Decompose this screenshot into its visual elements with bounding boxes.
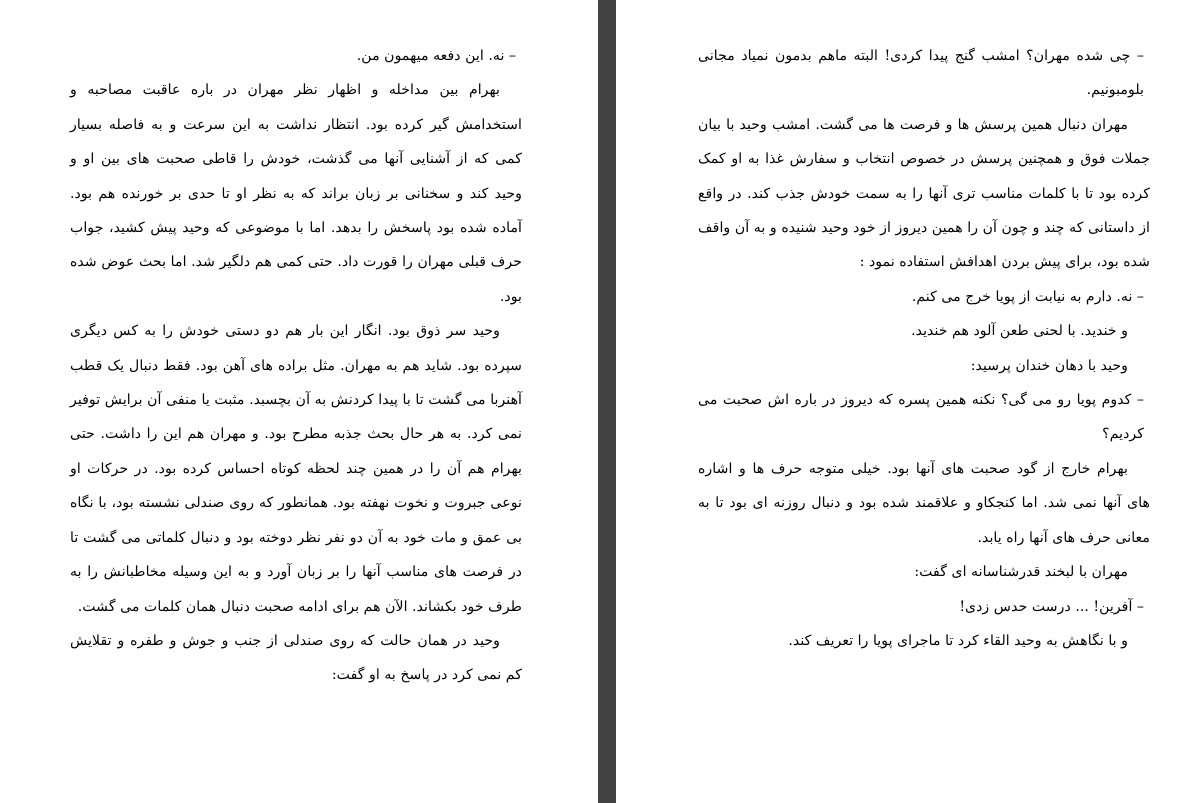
paragraph: بهرام خارج از گود صحبت های آنها بود. خیلی متوجه حرف ها و اشاره های آنها نمی شد. اما کنجکاو و علاقمند شده بود و دنبال روزنه ای بود تا به معانی حرف های آنها راه یابد.	[698, 460, 1150, 546]
paragraph: وحید با دهان خندان پرسید:	[970, 357, 1128, 374]
paragraph: وحید سر ذوق بود. انگار این بار هم دو دستی خودش را به کس دیگری سپرده بود. شاید هم به مهران. مثل براده های آهن بود. فقط دنبال یک قطب آهنربا می گشت تا با پیدا کردنش به آن بچسبد. مثبت یا منفی آن برایش توفیر نمی کرد. به هر حال بحث جذبه مطرح بود. و مهران هم این را داشت. حتی بهرام هم آن را در همین چند لحظه کوتاه احساس کرده بود. در حرکات او نوعی جبروت و نخوت نهفته بود. همانطور که روی صندلی نشسته بود، با نگاه بی عمق و مات خود به آن دو نفر نظر دوخته بود و دنبال کلماتی می گشت تا در فرصت های مناسب آنها را بر زبان آورد و به این وسیله مخاطبانش را به طرف خود بکشاند. الآن هم برای ادامه صحبت دنبال همان کلمات می گشت.	[70, 323, 522, 615]
paragraph: مهران با لبخند قدرشناسانه ای گفت:	[914, 564, 1128, 581]
paragraph: بهرام بین مداخله و اظهار نظر مهران در باره عاقبت مصاحبه و استخدامش گیر کرده بود. انتظار نداشت به این سرعت و به فاصله بسیار کمی که از آشنایی آنها می گذشت، خودش را قاطی صحبت های بین او و وحید کند و سخنانی بر زبان براند که به نظر او تا حدی بر خورنده هم بود. آماده شده بود پاسخش را بدهد. اما با موضوعی که وحید پیش کشید، جواب حرف قبلی مهران را قورت داد. حتی کمی هم دلگیر شد. اما بحث عوض شده بود.	[70, 82, 522, 305]
dialogue-line: – چی شده مهران؟ امشب گنج پیدا کردی! البته ماهم بدمون نمیاد مجانی بلومبونیم.	[698, 48, 1144, 99]
dialogue-line: – کدوم پویا رو می گی؟ نکنه همین پسره که دیروز در باره اش صحبت می کردیم؟	[698, 392, 1144, 443]
right-page	[616, 0, 1199, 803]
dialogue-line: – آفرین! ... درست حدس زدی!	[959, 598, 1144, 615]
right-page-text	[698, 39, 1150, 658]
book-gutter	[598, 0, 616, 803]
paragraph: مهران دنبال همین پرسش ها و فرصت ها می گشت. امشب وحید با بیان جملات فوق و همچنین پرسش در خصوص انتخاب و سفارش غذا به او کمک کرده بود تا با کلمات مناسب تری آنها را به سمت خودش جذب کند. در واقع از داستانی که چند و چون آن را همین دیروز از خود وحید شنیده و به آن واقف شده بود، برای پیش بردن اهدافش استفاده نمود :	[698, 116, 1150, 271]
paragraph: و با نگاهش به وحید القاء کرد تا ماجرای پویا را تعریف کند.	[788, 632, 1128, 649]
dialogue-line: – نه. دارم به نیابت از پویا خرج می کنم.	[911, 288, 1144, 305]
paragraph: و خندید. با لحنی طعن آلود هم خندید.	[911, 323, 1128, 340]
paragraph: وحید در همان حالت که روی صندلی از جنب و جوش و طفره و تقلایش کم نمی کرد در پاسخ به او گفت:	[70, 632, 522, 684]
left-page-text	[70, 39, 522, 693]
left-page	[0, 0, 598, 803]
dialogue-line: – نه. این دفعه میهمون من.	[356, 48, 516, 64]
